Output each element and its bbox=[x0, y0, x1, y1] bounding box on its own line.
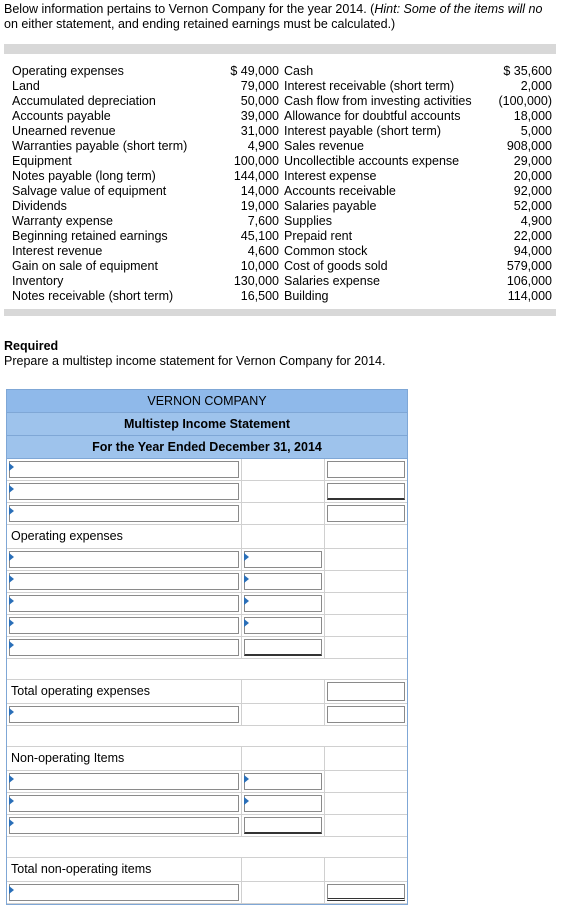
account-value: 130,000 bbox=[233, 274, 279, 288]
statement-row bbox=[7, 615, 407, 637]
account-name: Prepaid rent bbox=[284, 229, 353, 243]
account-value: 5,000 bbox=[520, 124, 552, 138]
account-value: 19,000 bbox=[240, 199, 279, 213]
account-name: Allowance for doubtful accounts bbox=[284, 109, 461, 123]
account-select[interactable] bbox=[9, 706, 239, 723]
amount-input[interactable] bbox=[244, 573, 322, 590]
intro-hint: Hint: Some of the items will no bbox=[374, 2, 543, 16]
account-select[interactable] bbox=[9, 505, 239, 522]
account-name: Cash bbox=[284, 64, 314, 78]
amount-input[interactable] bbox=[327, 706, 405, 723]
account-name: Building bbox=[284, 289, 329, 303]
account-value: 144,000 bbox=[233, 169, 279, 183]
statement-row bbox=[7, 815, 407, 837]
account-name: Supplies bbox=[284, 214, 332, 228]
account-name: Notes receivable (short term) bbox=[12, 289, 174, 303]
account-name: Cost of goods sold bbox=[284, 259, 388, 273]
account-value: 22,000 bbox=[513, 229, 552, 243]
account-value: 114,000 bbox=[507, 289, 552, 303]
total-operating-expenses-label: Total operating expenses bbox=[11, 684, 150, 698]
net-income-input[interactable] bbox=[327, 884, 405, 901]
statement-row bbox=[7, 747, 407, 771]
statement-row bbox=[7, 503, 407, 525]
statement-title: Multistep Income Statement bbox=[7, 413, 407, 436]
account-select[interactable] bbox=[9, 483, 239, 500]
account-value: 16,500 bbox=[240, 289, 279, 303]
account-value: 4,600 bbox=[247, 244, 279, 258]
non-operating-items-label: Non-operating Items bbox=[11, 751, 125, 765]
account-value: $ 35,600 bbox=[503, 64, 552, 78]
account-value: $ 49,000 bbox=[230, 64, 279, 78]
income-statement-form bbox=[6, 389, 408, 905]
amount-input[interactable] bbox=[244, 795, 322, 812]
account-value: 579,000 bbox=[506, 259, 552, 273]
dropdown-arrow-icon bbox=[9, 507, 14, 515]
account-row bbox=[12, 64, 552, 79]
account-name: Cash flow from investing activities bbox=[284, 94, 472, 108]
intro-line1: Below information pertains to Vernon Company for the year 2014. ( bbox=[4, 2, 375, 16]
account-value: 4,900 bbox=[520, 214, 552, 228]
account-value: 4,900 bbox=[247, 139, 279, 153]
account-row bbox=[12, 79, 552, 94]
account-row bbox=[12, 289, 552, 304]
account-select[interactable] bbox=[9, 595, 239, 612]
account-row bbox=[12, 124, 552, 139]
intro-text bbox=[4, 2, 566, 32]
dropdown-arrow-icon bbox=[9, 463, 14, 471]
dropdown-arrow-icon bbox=[244, 553, 249, 561]
account-value: 18,000 bbox=[513, 109, 552, 123]
account-select[interactable] bbox=[9, 551, 239, 568]
dropdown-arrow-icon bbox=[9, 575, 14, 583]
account-row bbox=[12, 184, 552, 199]
account-value: 52,000 bbox=[513, 199, 552, 213]
account-select[interactable] bbox=[9, 639, 239, 656]
account-name: Beginning retained earnings bbox=[12, 229, 168, 243]
account-name: Accounts payable bbox=[12, 109, 111, 123]
account-name: Dividends bbox=[12, 199, 67, 213]
total-operating-input[interactable] bbox=[327, 682, 405, 701]
account-select[interactable] bbox=[9, 461, 239, 478]
dropdown-arrow-icon bbox=[9, 775, 14, 783]
statement-row bbox=[7, 637, 407, 659]
statement-company: VERNON COMPANY bbox=[7, 390, 407, 413]
account-name: Accumulated depreciation bbox=[12, 94, 156, 108]
operating-expenses-label: Operating expenses bbox=[11, 529, 123, 543]
account-value: 79,000 bbox=[240, 79, 279, 93]
amount-input[interactable] bbox=[244, 639, 322, 656]
account-value: 45,100 bbox=[240, 229, 279, 243]
amount-input[interactable] bbox=[244, 773, 322, 790]
account-name: Unearned revenue bbox=[12, 124, 116, 138]
account-row bbox=[12, 274, 552, 289]
account-value: 39,000 bbox=[240, 109, 279, 123]
statement-row bbox=[7, 882, 407, 904]
statement-row bbox=[7, 525, 407, 549]
account-name: Warranty expense bbox=[12, 214, 113, 228]
dropdown-arrow-icon bbox=[244, 575, 249, 583]
statement-row bbox=[7, 549, 407, 571]
account-row bbox=[12, 94, 552, 109]
account-value: 2,000 bbox=[520, 79, 552, 93]
account-row bbox=[12, 139, 552, 154]
account-name: Salaries payable bbox=[284, 199, 377, 213]
account-data-box bbox=[4, 44, 556, 316]
account-value: 7,600 bbox=[247, 214, 279, 228]
dropdown-arrow-icon bbox=[244, 597, 249, 605]
account-name: Salaries expense bbox=[284, 274, 380, 288]
account-name: Land bbox=[12, 79, 40, 93]
statement-row bbox=[7, 680, 407, 704]
amount-input[interactable] bbox=[244, 617, 322, 634]
account-value: 14,000 bbox=[240, 184, 279, 198]
account-row bbox=[12, 214, 552, 229]
account-value: 20,000 bbox=[513, 169, 552, 183]
account-value: 908,000 bbox=[506, 139, 552, 153]
dropdown-arrow-icon bbox=[244, 619, 249, 627]
account-row bbox=[12, 169, 552, 184]
account-row bbox=[12, 199, 552, 214]
dropdown-arrow-icon bbox=[9, 619, 14, 627]
account-value: 50,000 bbox=[240, 94, 279, 108]
account-name: Uncollectible accounts expense bbox=[284, 154, 460, 168]
account-value: 106,000 bbox=[506, 274, 552, 288]
account-row bbox=[12, 259, 552, 274]
account-value: 31,000 bbox=[240, 124, 279, 138]
account-name: Operating expenses bbox=[12, 64, 124, 78]
account-name: Interest payable (short term) bbox=[284, 124, 442, 138]
amount-input[interactable] bbox=[244, 817, 322, 834]
statement-row bbox=[7, 593, 407, 615]
dropdown-arrow-icon bbox=[9, 597, 14, 605]
statement-row bbox=[7, 704, 407, 726]
account-value: 94,000 bbox=[513, 244, 552, 258]
account-row bbox=[12, 229, 552, 244]
account-name: Gain on sale of equipment bbox=[12, 259, 158, 273]
amount-input[interactable] bbox=[244, 595, 322, 612]
account-value: 100,000 bbox=[233, 154, 279, 168]
dropdown-arrow-icon bbox=[9, 553, 14, 561]
statement-row bbox=[7, 858, 407, 882]
account-row bbox=[12, 154, 552, 169]
statement-row bbox=[7, 793, 407, 815]
required-section bbox=[4, 339, 385, 369]
dropdown-arrow-icon bbox=[9, 886, 14, 894]
amount-input[interactable] bbox=[327, 483, 405, 500]
statement-row bbox=[7, 459, 407, 481]
account-grid bbox=[12, 64, 552, 304]
account-name: Sales revenue bbox=[284, 139, 364, 153]
dropdown-arrow-icon bbox=[9, 485, 14, 493]
account-name: Interest revenue bbox=[12, 244, 103, 258]
account-value: 29,000 bbox=[513, 154, 552, 168]
account-value: 92,000 bbox=[513, 184, 552, 198]
intro-line2: on either statement, and ending retained earnings must be calculated.) bbox=[4, 17, 396, 31]
account-select[interactable] bbox=[9, 884, 239, 901]
account-name: Inventory bbox=[12, 274, 64, 288]
required-title: Required bbox=[4, 339, 59, 353]
account-row bbox=[12, 109, 552, 124]
account-name: Accounts receivable bbox=[284, 184, 396, 198]
account-select[interactable] bbox=[9, 617, 239, 634]
amount-input[interactable] bbox=[327, 461, 405, 478]
required-text: Prepare a multistep income statement for Vernon Company for 2014. bbox=[4, 354, 386, 368]
account-name: Warranties payable (short term) bbox=[12, 139, 188, 153]
account-name: Interest receivable (short term) bbox=[284, 79, 455, 93]
statement-row bbox=[7, 771, 407, 793]
dropdown-arrow-icon bbox=[9, 797, 14, 805]
dropdown-arrow-icon bbox=[244, 775, 249, 783]
account-select[interactable] bbox=[9, 795, 239, 812]
account-name: Equipment bbox=[12, 154, 72, 168]
total-non-operating-items-label: Total non-operating items bbox=[11, 862, 152, 876]
account-row bbox=[12, 244, 552, 259]
dropdown-arrow-icon bbox=[244, 797, 249, 805]
statement-row bbox=[7, 571, 407, 593]
amount-input[interactable] bbox=[327, 505, 405, 522]
account-name: Common stock bbox=[284, 244, 368, 258]
account-value: 10,000 bbox=[240, 259, 279, 273]
account-value: (100,000) bbox=[498, 94, 552, 108]
dropdown-arrow-icon bbox=[9, 819, 14, 827]
dropdown-arrow-icon bbox=[9, 641, 14, 649]
account-name: Notes payable (long term) bbox=[12, 169, 156, 183]
account-select[interactable] bbox=[9, 817, 239, 834]
account-name: Interest expense bbox=[284, 169, 377, 183]
amount-input[interactable] bbox=[244, 551, 322, 568]
statement-row bbox=[7, 481, 407, 503]
dropdown-arrow-icon bbox=[9, 708, 14, 716]
account-select[interactable] bbox=[9, 573, 239, 590]
statement-period: For the Year Ended December 31, 2014 bbox=[7, 436, 407, 459]
account-name: Salvage value of equipment bbox=[12, 184, 167, 198]
account-select[interactable] bbox=[9, 773, 239, 790]
